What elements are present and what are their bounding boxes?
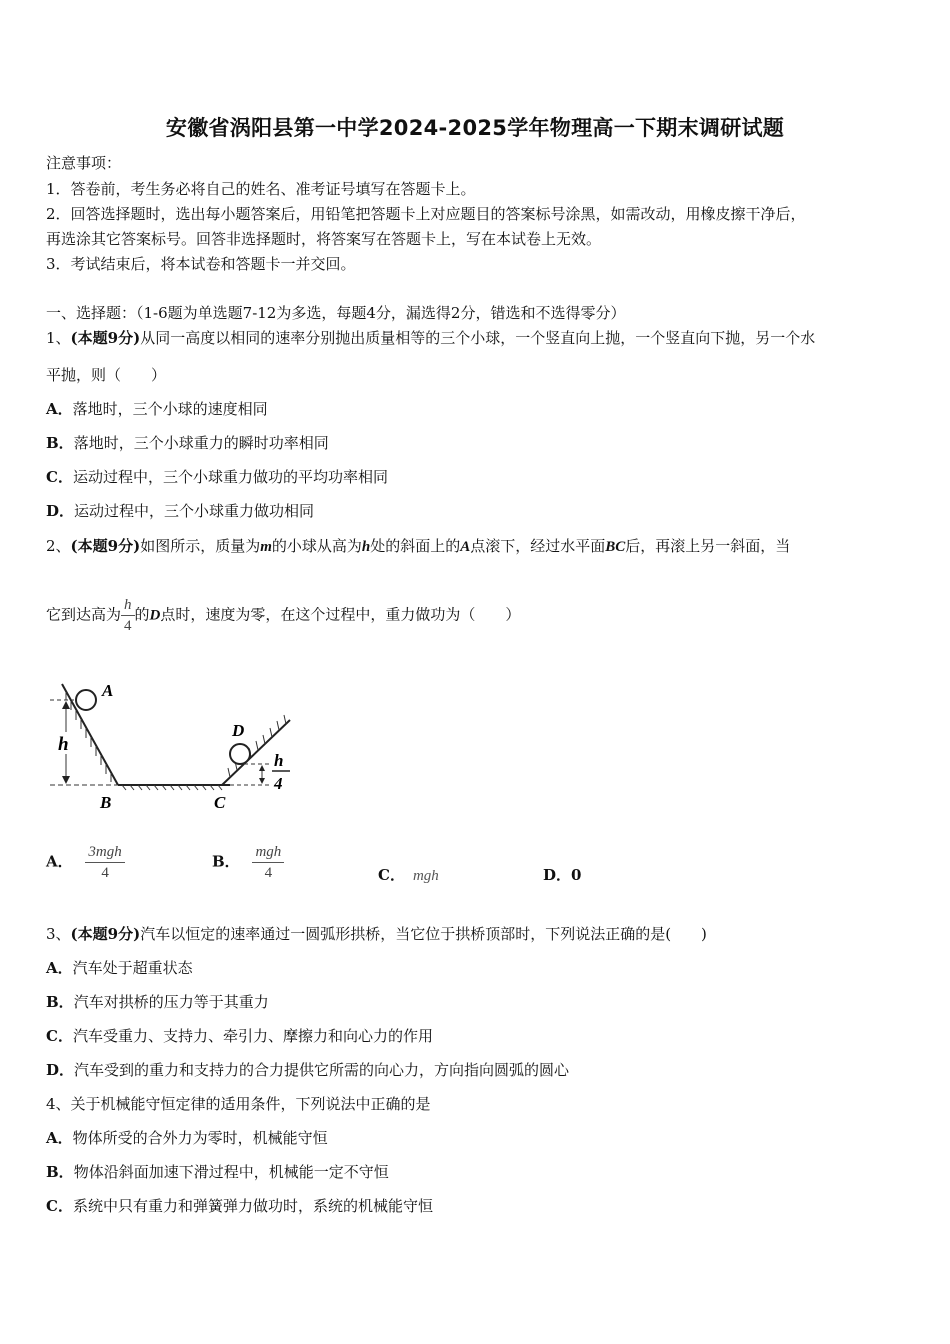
option-text: 0: [571, 866, 582, 884]
question-text: 的小球从高为: [271, 537, 362, 555]
option-letter: B．: [46, 993, 74, 1011]
option-b: [46, 991, 269, 1012]
option-text: 物体沿斜面加速下滑过程中，机械能一定不守恒: [73, 1163, 389, 1181]
question-number: 1、: [46, 329, 71, 347]
section-heading: 一、选择题：（1-6题为单选题7-12为多选，每题4分，漏选得2分，错选和不选得零分）: [46, 304, 626, 322]
fraction-numerator: h: [121, 595, 135, 616]
question-3-stem: [46, 923, 707, 944]
question-text: 汽车以恒定的速率通过一圆弧形拱桥，当它位于拱桥顶部时，下列说法正确的是( ): [140, 925, 707, 943]
question-text: 处的斜面上的: [370, 537, 461, 555]
option-letter: D．: [46, 1061, 75, 1079]
notice-item: 2．回答选择题时，选出每小题答案后，用铅笔把答题卡上对应题目的答案标号涂黑，如需改动，用橡皮擦干净后，: [46, 205, 806, 223]
option-text: 落地时，三个小球的速度相同: [72, 400, 268, 418]
option-d: [543, 864, 581, 885]
question-text: 从同一高度以相同的速率分别抛出质量相等的三个小球，一个竖直向上抛，一个竖直向下抛，另一个水: [140, 329, 816, 347]
fraction-numerator: mgh: [252, 842, 284, 863]
notice-item: 1．答卷前，考生务必将自己的姓名、准考证号填写在答题卡上。: [46, 180, 476, 198]
option-letter: A．: [46, 852, 73, 871]
fraction-mgh-over-4: [252, 842, 284, 883]
fraction-numerator: 3mgh: [85, 842, 124, 863]
option-d: [46, 1059, 569, 1080]
question-number: 2、: [46, 537, 71, 555]
var-h: h: [361, 539, 371, 555]
question-2-stem: [46, 535, 790, 556]
ball-a: [76, 690, 96, 710]
option-text: 汽车处于超重状态: [72, 959, 193, 977]
label-h4-num: h: [274, 751, 284, 770]
question-text: 的: [134, 605, 150, 624]
option-text: 系统中只有重力和弹簧弹力做功时，系统的机械能守恒: [72, 1197, 433, 1215]
question-text: 如图所示，质量为: [140, 537, 261, 555]
label-b: B: [100, 793, 112, 812]
option-letter: A．: [46, 400, 73, 418]
page-title: 安徽省涡阳县第一中学2024-2025学年物理高一下期末调研试题: [165, 116, 785, 140]
option-letter: D．: [46, 502, 75, 520]
option-a: [46, 1127, 328, 1148]
ball-d: [230, 744, 250, 764]
option-text: 汽车对拱桥的压力等于其重力: [73, 993, 269, 1011]
option-text: 运动过程中，三个小球重力做功相同: [74, 502, 315, 520]
question-text: 它到达高为: [46, 605, 122, 624]
var-m: m: [260, 539, 272, 555]
option-letter: A．: [46, 959, 73, 977]
option-letter: B．: [212, 852, 240, 871]
option-text: 汽车受到的重力和支持力的合力提供它所需的向心力，方向指向圆弧的圆心: [74, 1061, 570, 1079]
fraction-h-over-4: [121, 595, 135, 636]
notice-heading: 注意事项：: [46, 154, 122, 172]
option-c: [46, 466, 388, 487]
question-tag: (本题9分): [70, 925, 141, 943]
option-c: [46, 1025, 433, 1046]
option-a: [46, 957, 193, 978]
var-bc: BC: [605, 539, 626, 555]
option-letter: C．: [46, 1027, 73, 1045]
option-letter: C．: [378, 866, 405, 884]
question-1-stem: [46, 327, 815, 348]
label-c: C: [214, 793, 226, 812]
option-letter: C．: [46, 1197, 73, 1215]
option-b: [46, 432, 329, 453]
option-d: [46, 500, 314, 521]
fraction-denominator: 4: [101, 865, 109, 881]
option-letter: C．: [46, 468, 73, 486]
question-text: 点滚下，经过水平面: [470, 537, 606, 555]
option-a: [46, 842, 125, 883]
label-h: h: [58, 734, 69, 755]
label-h4-den: 4: [274, 774, 283, 793]
question-tag: (本题9分): [70, 329, 141, 347]
option-c: [378, 864, 439, 885]
question-number: 3、: [46, 925, 71, 943]
question-4-stem: [46, 1093, 431, 1114]
var-d: D: [149, 607, 161, 624]
option-c: [46, 1195, 433, 1216]
label-a: A: [102, 681, 114, 700]
option-letter: B．: [46, 434, 74, 452]
option-text: 落地时，三个小球重力的瞬时功率相同: [73, 434, 329, 452]
question-1-stem-cont: 平抛，则（ ）: [46, 366, 167, 384]
fraction-denominator: 4: [264, 865, 273, 881]
incline-figure: [44, 670, 300, 820]
option-b: [46, 1161, 389, 1182]
question-number: 4、: [46, 1095, 71, 1113]
notice-item: 再选涂其它答案标号。回答非选择题时，将答案写在答题卡上，写在本试卷上无效。: [46, 230, 602, 248]
option-text: mgh: [412, 868, 439, 884]
question-text: 后，再滚上另一斜面，当: [625, 537, 791, 555]
option-text: 汽车受重力、支持力、牵引力、摩擦力和向心力的作用: [72, 1027, 433, 1045]
option-b: [212, 842, 284, 883]
notice-item: 3．考试结束后，将本试卷和答题卡一并交回。: [46, 255, 356, 273]
label-d: D: [232, 721, 245, 740]
question-text: 点时，速度为零，在这个过程中，重力做功为（ ）: [160, 605, 521, 624]
option-letter: D．: [543, 866, 572, 884]
question-tag: (本题9分): [70, 537, 141, 555]
option-letter: A．: [46, 1129, 73, 1147]
question-2-stem-cont: [46, 595, 520, 636]
var-a: A: [460, 539, 471, 555]
option-text: 物体所受的合外力为零时，机械能守恒: [72, 1129, 328, 1147]
option-letter: B．: [46, 1163, 74, 1181]
question-text: 关于机械能守恒定律的适用条件，下列说法中正确的是: [70, 1095, 431, 1113]
option-a: [46, 398, 268, 419]
fraction-denominator: 4: [124, 618, 132, 634]
fraction-3mgh-over-4: [85, 842, 124, 883]
option-text: 运动过程中，三个小球重力做功的平均功率相同: [72, 468, 388, 486]
